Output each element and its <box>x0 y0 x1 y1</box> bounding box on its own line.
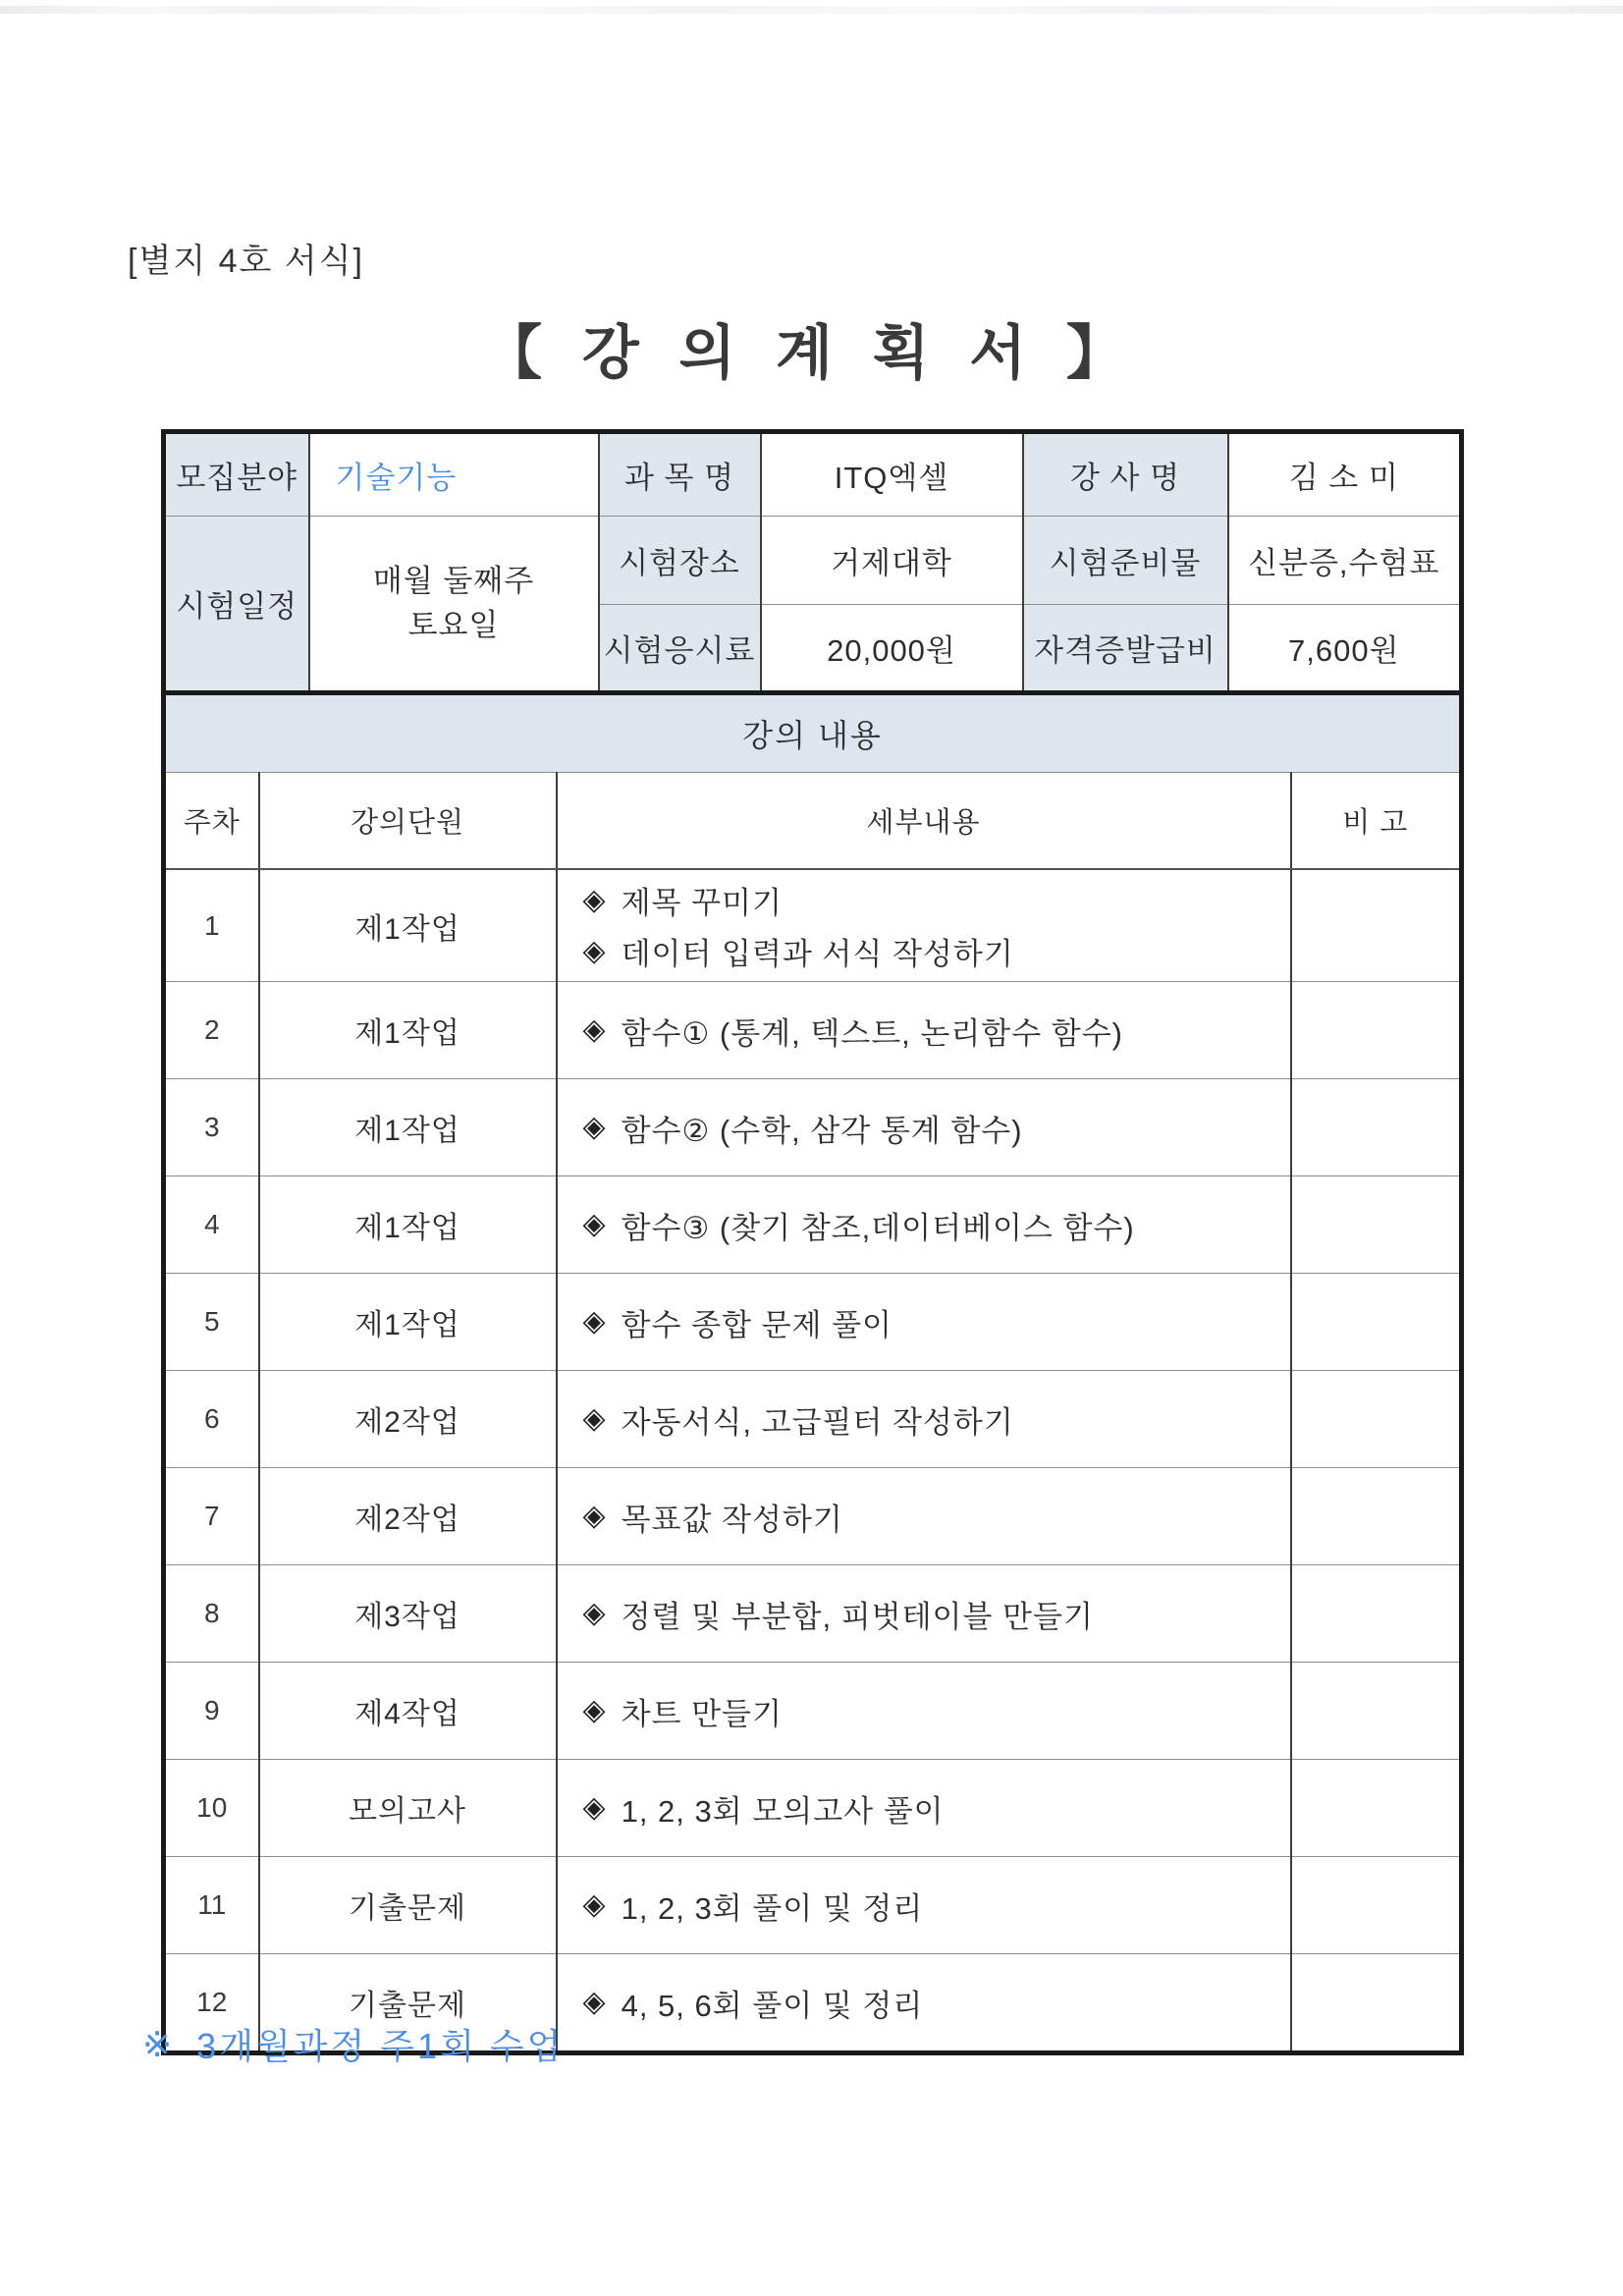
diamond-bullet-icon: ◈ <box>582 1694 606 1726</box>
week-cell: 7 <box>164 1468 259 1565</box>
detail-line <box>583 878 1289 922</box>
detail-text: 정렬 및 부분합, 피벗테이블 만들기 <box>621 1599 1094 1634</box>
exam-materials-label: 시험준비물 <box>1023 517 1228 605</box>
instructor-name-label: 강 사 명 <box>1023 432 1228 517</box>
detail-text: 1, 2, 3회 모의고사 풀이 <box>621 1793 945 1829</box>
unit-cell: 제1작업 <box>259 1079 557 1176</box>
detail-line <box>583 1397 1289 1442</box>
week-cell: 5 <box>164 1274 259 1371</box>
unit-cell: 제1작업 <box>259 982 557 1079</box>
week-cell: 4 <box>164 1176 259 1274</box>
diamond-bullet-icon: ◈ <box>582 883 606 916</box>
diamond-bullet-icon: ◈ <box>582 1111 606 1143</box>
detail-line <box>583 1300 1289 1344</box>
note-cell <box>1291 1760 1462 1857</box>
detail-line <box>583 1106 1289 1150</box>
week-cell: 9 <box>164 1663 259 1760</box>
column-header-details: 세부내용 <box>557 773 1291 870</box>
note-cell <box>1291 869 1462 982</box>
detail-line <box>583 929 1289 973</box>
note-cell <box>1291 1371 1462 1468</box>
note-cell <box>1291 1954 1462 2053</box>
table-row <box>164 1468 1462 1565</box>
note-cell <box>1291 1274 1462 1371</box>
info-row-1 <box>164 432 1462 517</box>
detail-text: 함수 종합 문제 풀이 <box>621 1307 893 1342</box>
details-cell <box>557 1857 1291 1954</box>
detail-text: 데이터 입력과 서식 작성하기 <box>621 937 1014 971</box>
unit-cell: 제1작업 <box>259 1176 557 1274</box>
details-cell <box>557 982 1291 1079</box>
detail-text: 1, 2, 3회 풀이 및 정리 <box>621 1890 924 1926</box>
table-row <box>164 1857 1462 1954</box>
detail-text: 함수① (통계, 텍스트, 논리함수 함수) <box>621 1015 1123 1051</box>
subject-name-value: ITQ엑셀 <box>761 432 1023 517</box>
details-cell <box>557 1371 1291 1468</box>
detail-line <box>583 1592 1289 1636</box>
table-row <box>164 1565 1462 1663</box>
detail-text: 차트 만들기 <box>621 1696 783 1731</box>
exam-fee-value: 20,000원 <box>761 605 1023 693</box>
table-row <box>164 1176 1462 1274</box>
detail-line <box>583 1786 1289 1831</box>
detail-text: 함수③ (찾기 참조,데이터베이스 함수) <box>621 1210 1135 1245</box>
exam-schedule-label: 시험일정 <box>164 517 309 693</box>
exam-materials-value: 신분증,수험표 <box>1228 517 1462 605</box>
diamond-bullet-icon: ◈ <box>582 1888 606 1921</box>
footer-note-text: 3개월과정 주1회 수업 <box>196 2026 565 2066</box>
detail-line <box>583 1981 1289 2025</box>
content-banner-row <box>164 693 1462 773</box>
note-cell <box>1291 1079 1462 1176</box>
form-body <box>161 429 1459 2055</box>
detail-text: 4, 5, 6회 풀이 및 정리 <box>621 1988 924 2023</box>
diamond-bullet-icon: ◈ <box>582 934 606 967</box>
diamond-bullet-icon: ◈ <box>582 1305 606 1338</box>
diamond-bullet-icon: ◈ <box>582 1208 606 1240</box>
info-row-2 <box>164 517 1462 605</box>
lecture-content-table <box>161 690 1464 2055</box>
diamond-bullet-icon: ◈ <box>582 1791 606 1824</box>
week-cell: 6 <box>164 1371 259 1468</box>
column-header-note: 비 고 <box>1291 773 1462 870</box>
unit-cell: 제4작업 <box>259 1663 557 1760</box>
recruit-field-label: 모집분야 <box>164 432 309 517</box>
recruit-field-value: 기술기능 <box>309 432 599 517</box>
unit-cell: 제1작업 <box>259 1274 557 1371</box>
detail-line <box>583 1689 1289 1733</box>
details-cell <box>557 1468 1291 1565</box>
week-cell: 2 <box>164 982 259 1079</box>
reference-mark-icon: ※ <box>142 2023 176 2064</box>
footer-note <box>142 2019 564 2069</box>
exam-schedule-value <box>309 517 599 693</box>
unit-cell: 제3작업 <box>259 1565 557 1663</box>
unit-cell: 기출문제 <box>259 1857 557 1954</box>
week-cell: 3 <box>164 1079 259 1176</box>
details-cell <box>557 1079 1291 1176</box>
detail-line <box>583 1884 1289 1928</box>
note-cell <box>1291 1176 1462 1274</box>
unit-cell: 기출문제 <box>259 1954 557 2053</box>
note-cell <box>1291 1468 1462 1565</box>
note-cell <box>1291 1857 1462 1954</box>
detail-text: 자동서식, 고급필터 작성하기 <box>621 1404 1014 1440</box>
unit-cell: 제2작업 <box>259 1468 557 1565</box>
details-cell <box>557 1274 1291 1371</box>
detail-text: 함수② (수학, 삼각 통계 함수) <box>621 1113 1023 1148</box>
document-title: 【 강 의 계 획 서 】 <box>483 320 1137 386</box>
week-cell: 1 <box>164 869 259 982</box>
details-cell <box>557 1663 1291 1760</box>
exam-schedule-line-1: 매월 둘째주 <box>372 563 535 598</box>
column-header-unit: 강의단원 <box>259 773 557 870</box>
detail-text: 목표값 작성하기 <box>621 1502 843 1537</box>
exam-location-label: 시험장소 <box>599 517 761 605</box>
details-cell <box>557 1565 1291 1663</box>
note-cell <box>1291 1663 1462 1760</box>
detail-text: 제목 꾸미기 <box>621 886 783 920</box>
table-row <box>164 982 1462 1079</box>
detail-line <box>583 1495 1289 1539</box>
exam-schedule-line-2: 토요일 <box>407 607 500 642</box>
details-cell <box>557 869 1291 982</box>
exam-info-table <box>161 429 1464 695</box>
content-banner: 강의 내용 <box>164 693 1462 773</box>
instructor-name-value: 김 소 미 <box>1228 432 1462 517</box>
week-cell: 12 <box>164 1954 259 2053</box>
details-cell <box>557 1176 1291 1274</box>
diamond-bullet-icon: ◈ <box>582 1597 606 1629</box>
detail-line <box>583 1203 1289 1247</box>
subject-name-label: 과 목 명 <box>599 432 761 517</box>
detail-line <box>583 1009 1289 1053</box>
table-row <box>164 869 1462 982</box>
table-row <box>164 1663 1462 1760</box>
note-cell <box>1291 1565 1462 1663</box>
column-header-week: 주차 <box>164 773 259 870</box>
note-cell <box>1291 982 1462 1079</box>
diamond-bullet-icon: ◈ <box>582 1986 606 2018</box>
week-cell: 10 <box>164 1760 259 1857</box>
table-row <box>164 1760 1462 1857</box>
exam-fee-label: 시험응시료 <box>599 605 761 693</box>
cert-issue-fee-value: 7,600원 <box>1228 605 1462 693</box>
content-header-row <box>164 773 1462 870</box>
unit-cell: 제2작업 <box>259 1371 557 1468</box>
week-cell: 8 <box>164 1565 259 1663</box>
diamond-bullet-icon: ◈ <box>582 1500 606 1532</box>
annex-form-label: [별지 4호 서식] <box>128 243 364 280</box>
table-row <box>164 1371 1462 1468</box>
scanner-streak-artifact <box>0 6 1623 14</box>
unit-cell: 제1작업 <box>259 869 557 982</box>
diamond-bullet-icon: ◈ <box>582 1013 606 1046</box>
week-cell: 11 <box>164 1857 259 1954</box>
exam-location-value: 거제대학 <box>761 517 1023 605</box>
cert-issue-fee-label: 자격증발급비 <box>1023 605 1228 693</box>
diamond-bullet-icon: ◈ <box>582 1402 606 1435</box>
table-row <box>164 1079 1462 1176</box>
details-cell <box>557 1760 1291 1857</box>
details-cell <box>557 1954 1291 2053</box>
unit-cell: 모의고사 <box>259 1760 557 1857</box>
table-row <box>164 1274 1462 1371</box>
